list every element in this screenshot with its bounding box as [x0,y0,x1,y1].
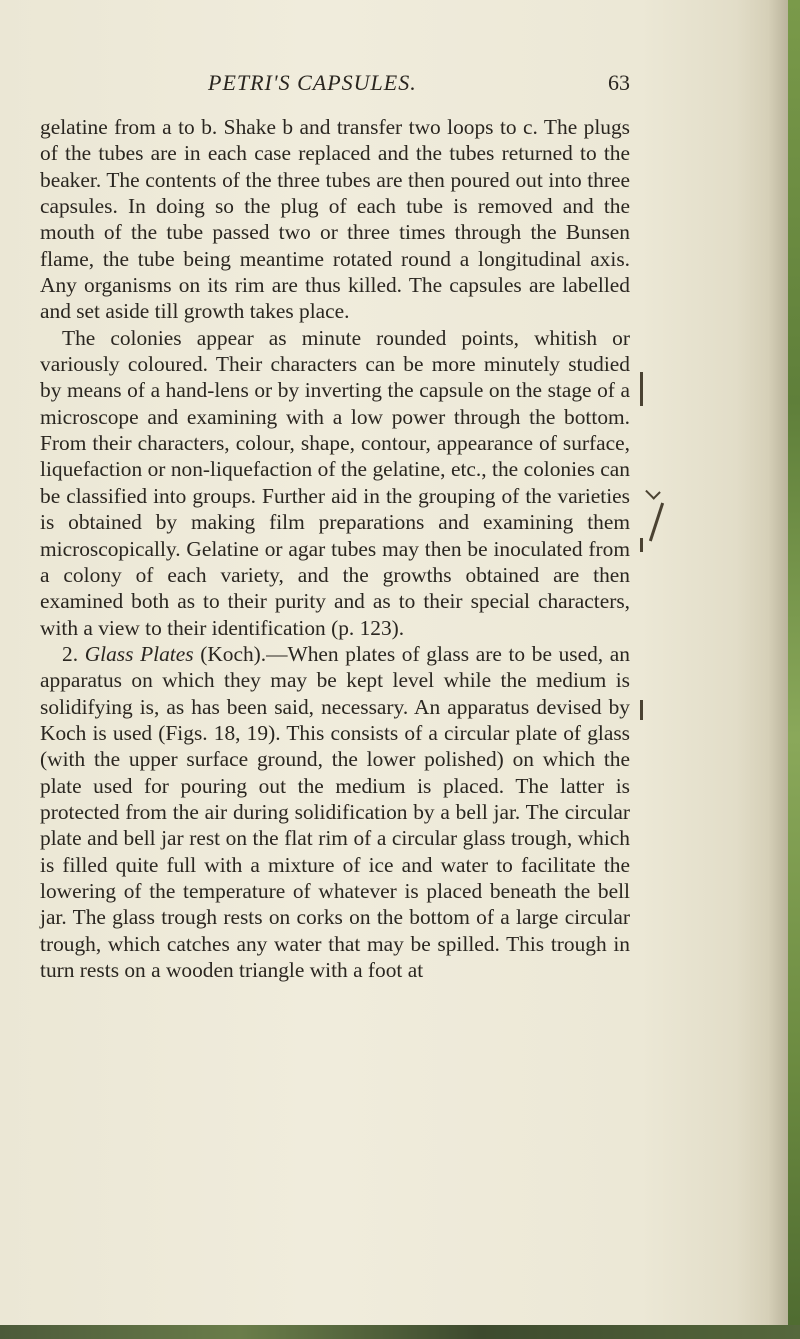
margin-arrow-mark [645,484,661,500]
margin-bracket-mark [636,372,643,406]
paragraph-2: The colonies appear as minute rounded points, whitish or variously coloured. Their characters can be more minutely studied by means of a hand-lens or by inverting the capsule on the stage of a microscope and examining with a low power through the bottom. From their characters, colour, shape, contour, appearance of surface, liquefaction or non-liquefaction of the gelatine, etc., the colonies can be classified into groups. Further aid in the grouping of the varieties is obtained by making film preparations and examining them microscopically. Gelatine or agar tubes may then be inoculated from a colony of each variety, and the growths obtained are then examined both as to their purity and as to their special characters, with a view to their identification (p. 123). [40,325,630,640]
section-number: 2. [62,641,79,666]
book-cover-edge [788,0,800,1339]
body-text [40,114,630,983]
margin-tick-mark [636,538,643,552]
page-number: 63 [608,70,630,95]
page-header [40,70,630,104]
margin-tick-mark-2 [636,700,643,720]
paragraph-1: gelatine from a to b. Shake b and transfer two loops to c. The plugs of the tubes are in each case replaced and the tubes returned to the beaker. The contents of the three tubes are then poured out into three capsules. In doing so the plug of each tube is removed and the mouth of the tube passed two or three times through the Bunsen flame, the tube being meantime rotated round a longitudinal axis. Any organisms on its rim are thus killed. The capsules are labelled and set aside till growth takes place. [40,115,630,324]
page-bottom-edge [0,1325,800,1339]
page-gutter-shadow [768,0,788,1339]
margin-slash-mark [649,503,664,542]
paragraph-3 [40,641,630,983]
running-title: PETRI'S CAPSULES. [208,70,417,95]
section-heading: Glass Plates [84,641,194,666]
paragraph-3-text: (Koch).—When plates of glass are to be used, an apparatus on which they may be kept level while the medium is solidifying is, as has been said, necessary. An apparatus devised by Koch is used (Figs. 18, 19). This consists of a circular plate of glass (with the upper surface ground, the lower polished) on which the plate used for pouring out the medium is placed. The latter is protected from the air during solidification by a bell jar. The circular plate and bell jar rest on the flat rim of a circular glass trough, which is filled quite full with a mixture of ice and water to facilitate the lowering of the temperature of whatever is placed beneath the bell jar. The glass trough rests on corks on the bottom of a large circular trough, which catches any water that may be spilled. This trough in turn rests on a wooden triangle with a foot at [40,641,630,982]
